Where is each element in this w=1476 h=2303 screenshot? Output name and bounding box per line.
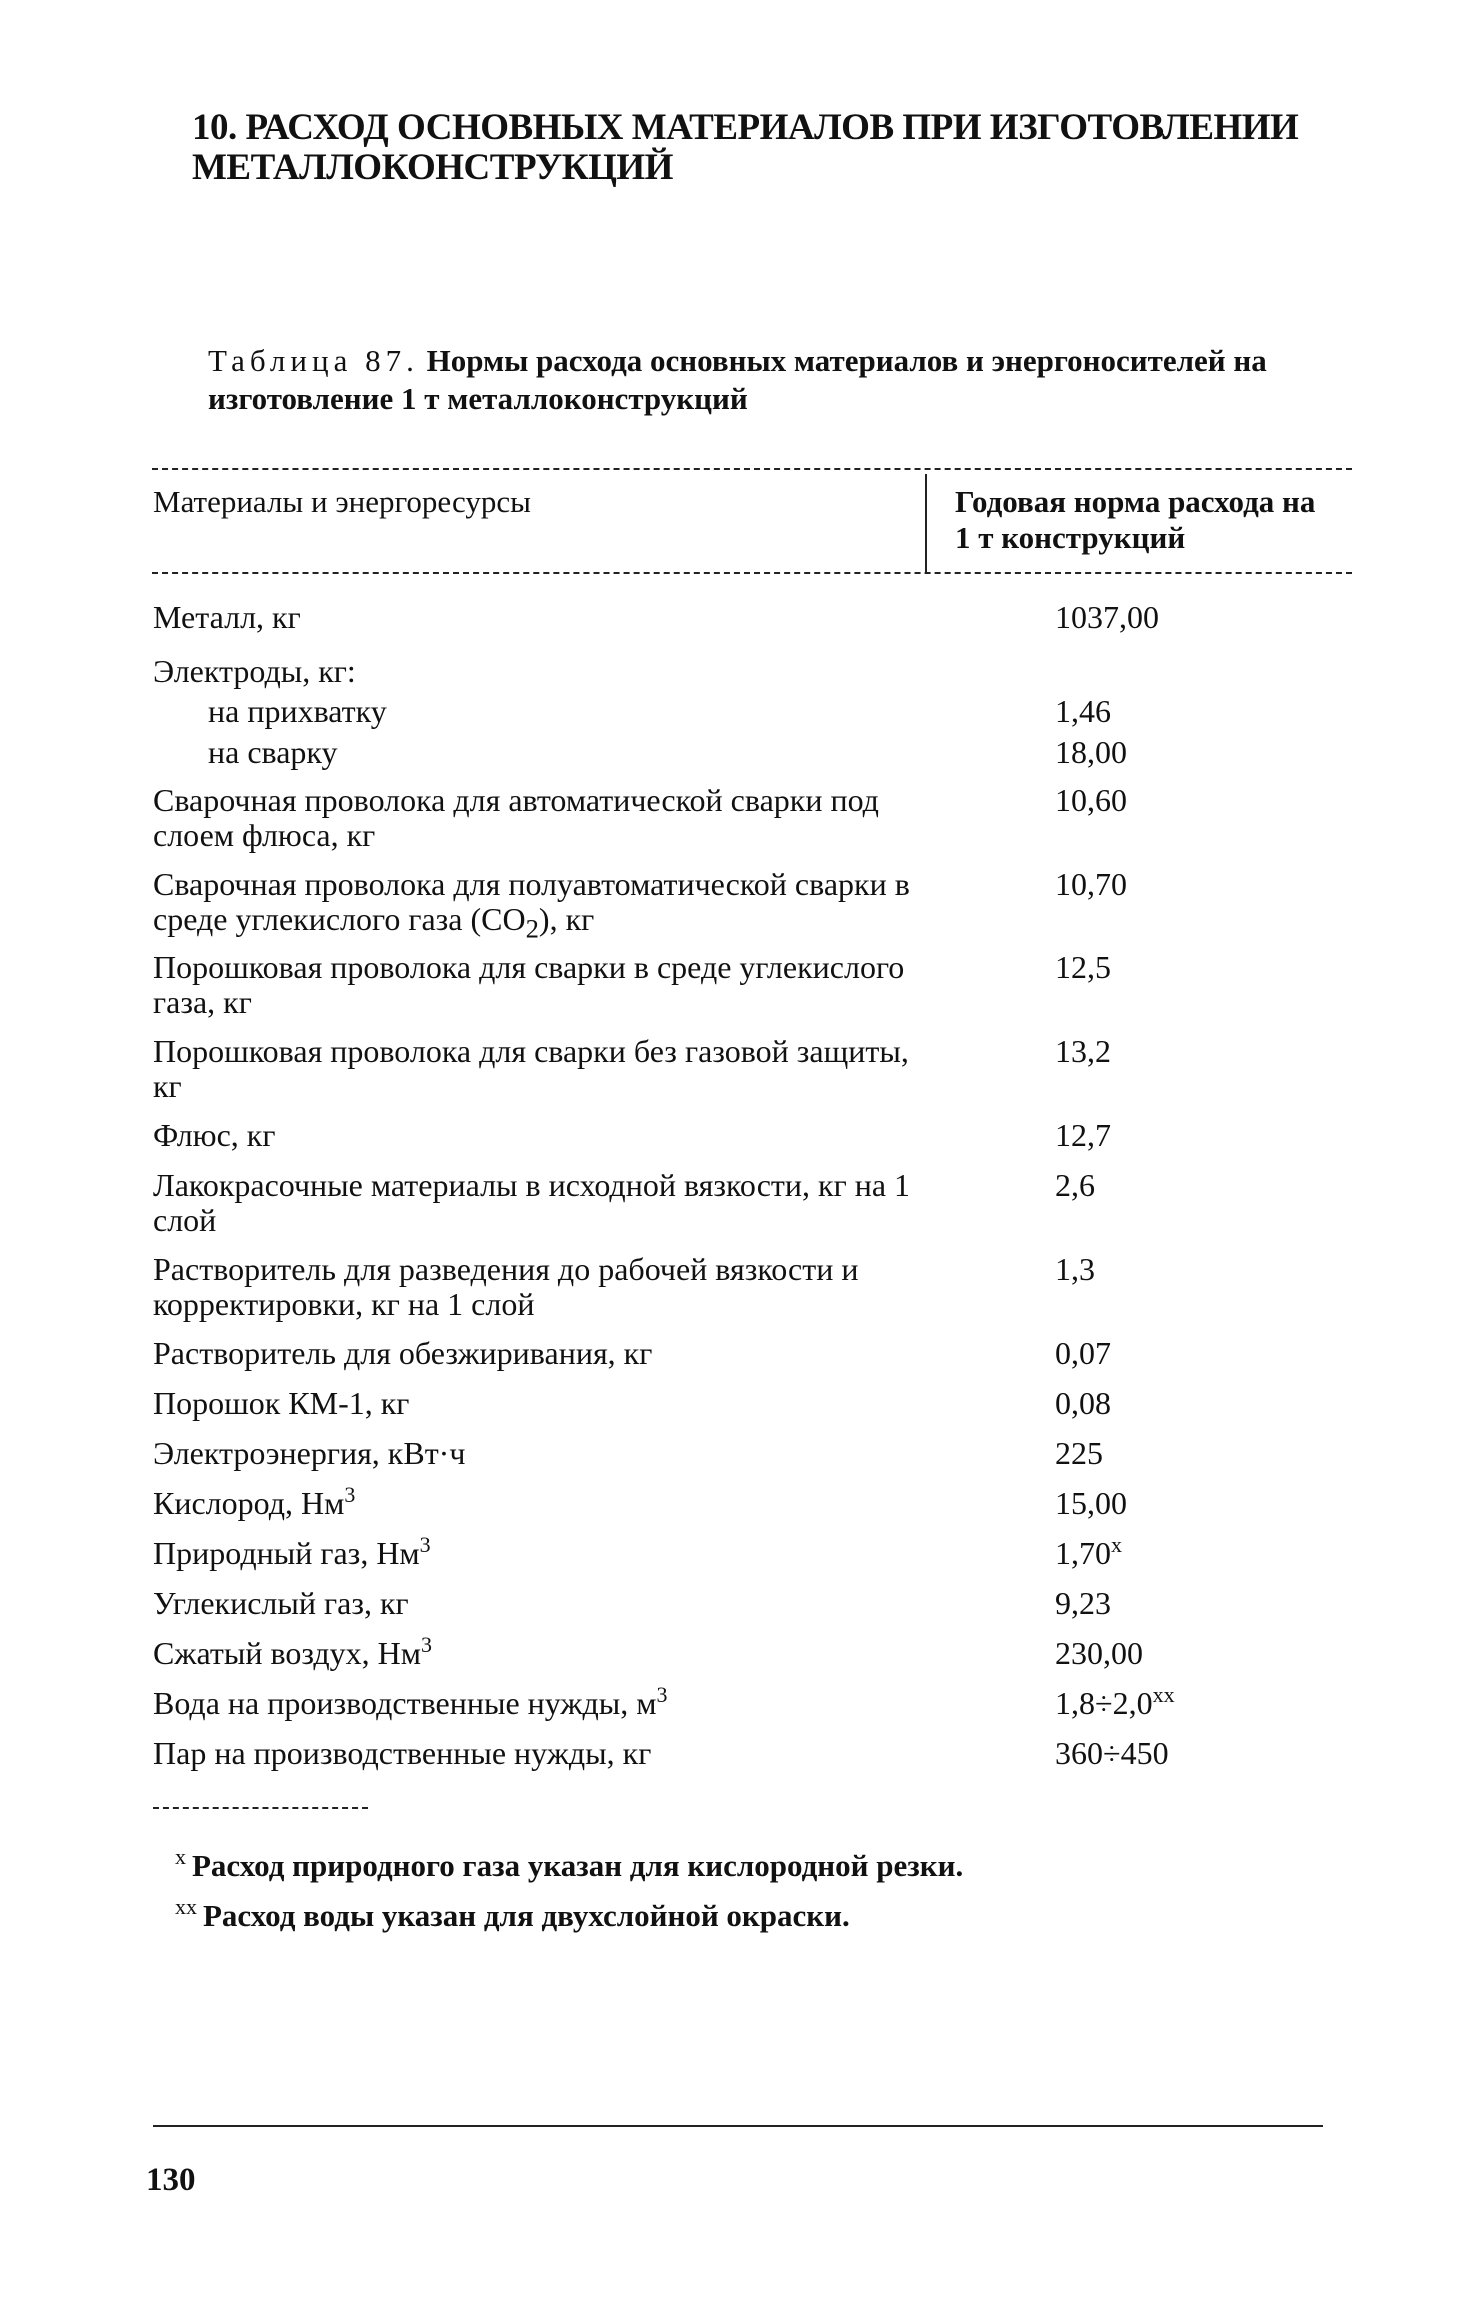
row-label: Кислород, $Нм^3$ — [153, 1482, 356, 1521]
row-value: 12,7 — [1055, 1117, 1111, 1153]
row-value: 225 — [1055, 1435, 1103, 1471]
table-caption-text: Нормы расхода основных материалов и энергоносителей на изготовление 1 т металлоконструкций — [208, 343, 1267, 416]
row-label: Электроэнергия, кВт·ч — [153, 1435, 466, 1471]
row-label: Металл, кг — [153, 599, 301, 635]
row-label: Электроды, кг: — [153, 653, 356, 689]
row-value: 230,00 — [1055, 1635, 1143, 1671]
row-label: на сварку — [208, 734, 338, 770]
row-value: 9,23 — [1055, 1585, 1111, 1621]
footnote — [175, 1894, 850, 1934]
row-label: на прихватку — [208, 693, 387, 729]
table-header-rule — [152, 572, 1352, 574]
row-label — [153, 867, 913, 946]
footnote-mark: x — [1111, 1532, 1122, 1557]
chapter-title: 10. РАСХОД ОСНОВНЫХ МАТЕРИАЛОВ ПРИ ИЗГОТОВЛЕНИИ МЕТАЛЛОКОНСТРУКЦИЙ — [192, 107, 1299, 188]
row-value: 18,00 — [1055, 734, 1127, 770]
row-label: Вода на производственные нужды, $м^3$ — [153, 1682, 668, 1721]
page-number: 130 — [146, 2162, 196, 2198]
table-header-norm: Годовая норма расхода на 1 т конструкций — [955, 484, 1316, 555]
row-label: Пар на производственные нужды, кг — [153, 1735, 652, 1771]
row-value: 2,6 — [1055, 1167, 1095, 1203]
row-value: 10,70 — [1055, 866, 1127, 902]
row-label: Порошок КМ-1, кг — [153, 1385, 410, 1421]
row-label: Природный газ, $Нм^3$ — [153, 1532, 431, 1571]
row-label: Сварочная проволока для автоматической сварки под слоем флюса, кг — [153, 782, 879, 853]
row-label: Порошковая проволока для сварки в среде углекислого газа, кг — [153, 949, 905, 1020]
row-value: 360÷450 — [1055, 1735, 1169, 1771]
row-label: Флюс, кг — [153, 1117, 276, 1153]
table-caption-label: Таблица 87. — [208, 343, 419, 378]
row-value: 10,60 — [1055, 782, 1127, 818]
table-header-materials: Материалы и энергоресурсы — [153, 484, 531, 519]
row-value: 1037,00 — [1055, 599, 1159, 635]
table-caption — [208, 342, 1308, 418]
row-label: Растворитель для разведения до рабочей вязкости и корректировки, кг на 1 слой — [153, 1251, 859, 1322]
table-top-rule — [152, 468, 1352, 470]
footnote-text: Расход природного газа указан для кислородной резки. — [192, 1848, 964, 1883]
row-value: 0,07 — [1055, 1335, 1111, 1371]
table-column-divider — [925, 474, 927, 574]
row-value: 0,08 — [1055, 1385, 1111, 1421]
footnote-mark: xx — [175, 1894, 197, 1919]
row-label: Растворитель для обезжиривания, кг — [153, 1335, 653, 1371]
row-value: 1,3 — [1055, 1251, 1095, 1287]
co2-formula: $(CO_2)$, кг — [470, 901, 595, 944]
row-label: Углекислый газ, кг — [153, 1585, 409, 1621]
row-value: 13,2 — [1055, 1033, 1111, 1069]
footnote — [175, 1844, 964, 1884]
row-label: Сжатый воздух, $Нм^3$ — [153, 1632, 433, 1671]
footnote-separator — [153, 1807, 368, 1809]
row-label: Лакокрасочные материалы в исходной вязкости, кг на 1 слой — [153, 1167, 911, 1238]
page-bottom-rule — [153, 2125, 1323, 2127]
row-value: $1,8\div 2,0^{xx}$ — [1055, 1682, 1175, 1721]
row-value: 1,70$^x$ — [1055, 1532, 1122, 1571]
footnote-mark: x — [175, 1844, 186, 1869]
row-value: 1,46 — [1055, 693, 1111, 729]
row-value: 15,00 — [1055, 1485, 1127, 1521]
row-value: 12,5 — [1055, 949, 1111, 985]
footnote-mark: xx — [1152, 1682, 1175, 1707]
footnote-text: Расход воды указан для двухслойной окраски. — [203, 1898, 850, 1933]
row-label-text: Сварочная проволока для полуавтоматической сварки в среде углекислого газа — [153, 866, 910, 937]
row-label: Порошковая проволока для сварки без газовой защиты, кг — [153, 1033, 909, 1104]
